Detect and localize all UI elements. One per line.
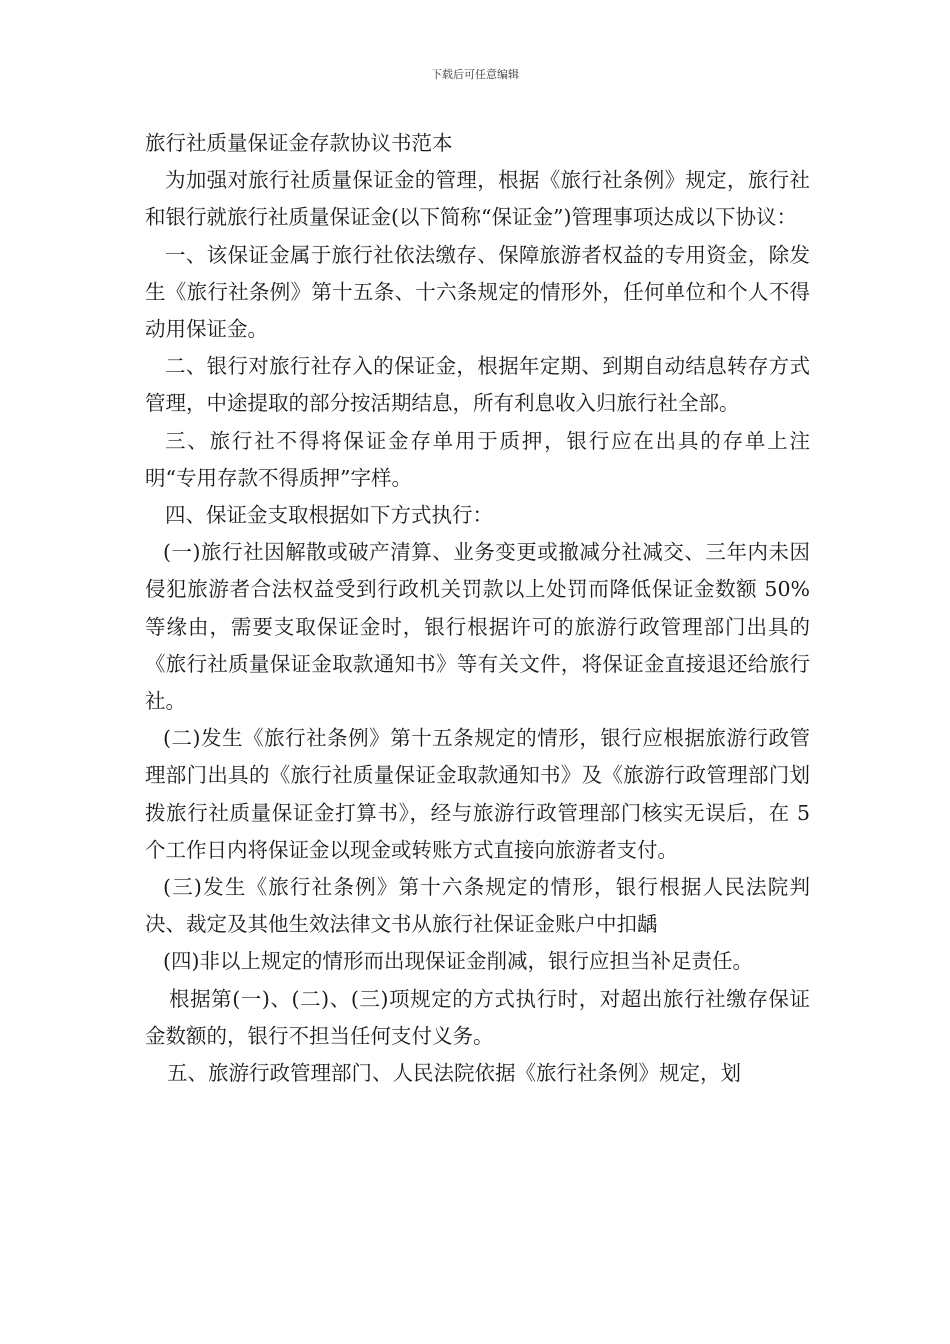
paragraph-item-2: (二)发生《旅行社条例》第十五条规定的情形，银行应根据旅游行政管理部门出具的《旅行社质量保证金取款通知书》及《旅游行政管理部门划拨旅行社质量保证金打算书》，经与旅游行政管理部门核实无误后，在 5 个工作日内将保证金以现金或转账方式直接向旅游者支付。 — [145, 726, 810, 862]
paragraph-article-2: 二、银行对旅行社存入的保证金，根据年定期、到期自动结息转存方式管理，中途提取的部分按活期结息，所有利息收入归旅行社全部。 — [145, 354, 810, 416]
paragraph-item-1: (一)旅行社因解散或破产清算、业务变更或撤减分社减交、三年内未因侵犯旅游者合法权益受到行政机关罚款以上处罚而降低保证金数额 50%等缘由，需要支取保证金时，银行根据许可的旅游行政管理部门出具的《旅行社质量保证金取款通知书》等有关文件，将保证金直接退还给旅行社。 — [145, 540, 810, 714]
paragraph-note: 根据第(一)、(二)、(三)项规定的方式执行时，对超出旅行社缴存保证金数额的，银行不担当任何支付义务。 — [145, 986, 810, 1048]
document-body — [145, 125, 810, 1092]
paragraph-article-3: 三、旅行社不得将保证金存单用于质押，银行应在出具的存单上注明“专用存款不得质押”字样。 — [145, 428, 810, 490]
paragraph-item-3: (三)发生《旅行社条例》第十六条规定的情形，银行根据人民法院判决、裁定及其他生效法律文书从旅行社保证金账户中扣龋 — [145, 875, 810, 937]
paragraph-item-4: (四)非以上规定的情形而出现保证金削减，银行应担当补足责任。 — [163, 949, 753, 974]
page-header: 下载后可任意编辑 — [431, 68, 519, 81]
paragraph-article-1: 一、该保证金属于旅行社依法缴存、保障旅游者权益的专用资金，除发生《旅行社条例》第十五条、十六条规定的情形外，任何单位和个人不得动用保证金。 — [145, 242, 810, 342]
document-title: 旅行社质量保证金存款协议书范本 — [145, 131, 453, 155]
paragraph-article-4: 四、保证金支取根据如下方式执行： — [165, 503, 493, 528]
paragraph-article-5: 五、旅游行政管理部门、人民法院依据《旅行社条例》规定，划 — [167, 1061, 741, 1086]
paragraph-intro: 为加强对旅行社质量保证金的管理，根据《旅行社条例》规定，旅行社和银行就旅行社质量保证金(以下简称“保证金”)管理事项达成以下协议： — [145, 168, 810, 230]
